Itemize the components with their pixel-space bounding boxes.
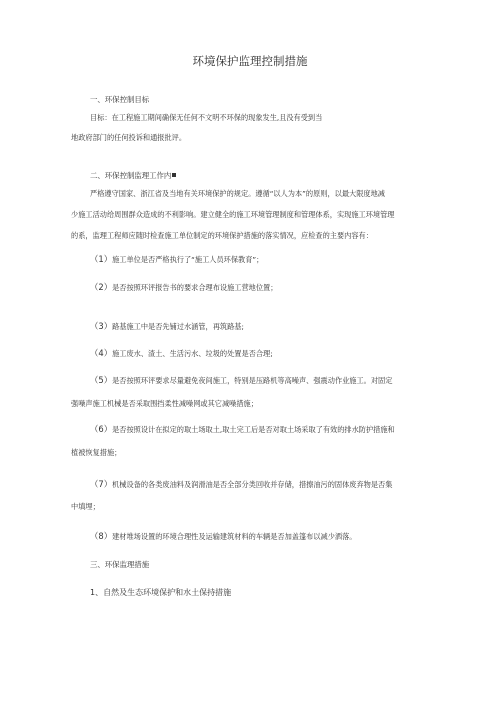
goal-text-line-2: 地政府部门的任何投诉和通报批评。 [71,133,187,142]
list-item: （3）路基施工中是否先铺过水涵管，再筑路基; [90,321,244,331]
square-bullet-icon [172,173,176,177]
intro-line-3: 的系，监理工程师应随时检查施工单位制定的环境保护措施的落实情况，应检查的主要内容有： [71,231,373,240]
list-item: （2）是否按照环评报告书的要求合理布设施工营地位置； [90,282,278,292]
section-3-heading: 三、环保监理措施 [90,560,150,569]
list-item: （4）施工废水、渣土、生活污水、垃圾的处置是否合理; [90,348,273,358]
list-item: （1）施工单位是否严格执行了“施工人员环保教育”； [90,254,264,264]
document-title: 环境保护监理控制措施 [192,54,308,68]
intro-line-1: 严格遵守国家、浙江省及当地有关环境保护的规定。遵循“以人为本”的原则，以最大限度地减 [90,189,385,198]
list-item: （7）机械设备的各类废油料及润滑油是否全部分类回收并存储，措擦油污的固体废弃物是否集 [90,479,393,489]
subsection-1-heading: 1、自然及生态环境保护和水土保持措施 [90,588,232,597]
intro-line-2: 少施工活动给周围群众造成的不利影响。建立健全的施工环境管理制度和管理体系，实现施工环境管理 [71,210,395,219]
section-2-heading: 二、环保控制监理工作内 [90,171,176,181]
section-1-heading: 一、环保控制目标 [90,95,150,104]
list-item-continuation: 强噪声施工机械是否采取围挡柔性减噪网或其它减噪措施； [71,399,258,408]
list-item-continuation: 中填埋； [71,502,100,511]
list-item-continuation: 植被恢复措施； [71,448,122,457]
list-item: （6）是否按照设计在拟定的取土场取土,取土完工后是否对取土场采取了有效的排水防护措施和 [90,424,395,434]
list-item: （8）建材堆场设置的环境合理性及运输建筑材料的车辆是否加盖篷布以减少洒落。 [90,531,357,541]
goal-text-line-1: 目标：在工程施工期间确保无任何不文明不环保的现象发生,且没有受到当 [90,113,323,122]
list-item: （5）是否按照环评要求尽量避免夜间施工，特别是压路机等高噪声、强震动作业施工。对固定 [90,375,393,385]
